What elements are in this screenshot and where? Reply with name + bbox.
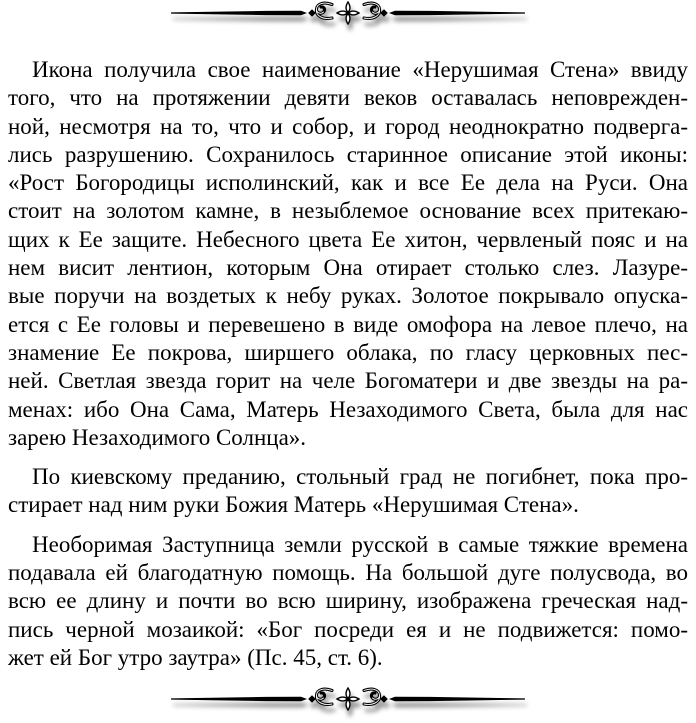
ornamental-divider-top (171, 0, 525, 26)
text-line: всю ее длину и почти во всю ширину, изображена греческая над- (8, 588, 688, 614)
paragraph (8, 531, 688, 672)
text-line: По киевскому преданию, стольный град не погибнет, пока про- (32, 464, 688, 490)
text-line: Необоримая Заступница земли русской в самые тяжкие времена (32, 531, 688, 557)
text-line: Икона получила свое наименование «Нерушимая Стена» ввиду (32, 57, 688, 82)
paragraph (8, 56, 688, 452)
text-line: «Рост Богородицы исполинский, как и все Ее дела на Руси. Она (8, 170, 688, 196)
text-line: ется с Ее головы и перевешено в виде омофора на левое плечо, на (8, 311, 688, 337)
text-line: ней. Светлая звезда горит на челе Богоматери и две звезды на ра- (8, 368, 688, 394)
text-line: вые поручи на воздетых к небу руках. Золотое покрывало опуска- (8, 283, 688, 309)
engraved-scroll-ornament-icon (171, 0, 525, 26)
text-line: щих к Ее защите. Небесного цвета Ее хитон, червленый пояс и на (8, 226, 688, 252)
text-line: подавала ей благодатную помощь. На большой дуге полусвода, во (8, 560, 688, 586)
text-line: того, что на протяжении девяти веков оставалась неповрежден- (8, 85, 688, 111)
text-line: нем висит лентион, которым Она отирает столько слез. Лазуре- (8, 255, 688, 281)
document-body (0, 26, 696, 672)
text-line: менах: ибо Она Сама, Матерь Незаходимого Света, была для нас (8, 396, 688, 422)
text-line: жет ей Бог утро заутра» (Пс. 45, ст. 6). (8, 644, 383, 670)
ornamental-divider-bottom (171, 686, 525, 712)
text-line: зарею Незаходимого Солнца». (8, 424, 307, 450)
text-line: стирает над ним руки Божия Матерь «Нерушимая Стена». (8, 492, 579, 518)
text-line: знамение Ее покрова, ширшего облака, по гласу церковных пес- (8, 339, 688, 365)
engraved-scroll-ornament-icon (171, 686, 525, 712)
text-line: стоит на золотом камне, в незыблемое основание всех притекаю- (8, 198, 688, 224)
paragraph (8, 463, 688, 520)
text-line: лись разрушению. Сохранилось старинное описание этой иконы: (8, 141, 688, 167)
text-line: пись черной мозаикой: «Бог посреди ея и не подвижется: помо- (8, 616, 688, 642)
text-line: ной, несмотря на то, что и собор, и город неоднократно подверга- (8, 113, 688, 139)
